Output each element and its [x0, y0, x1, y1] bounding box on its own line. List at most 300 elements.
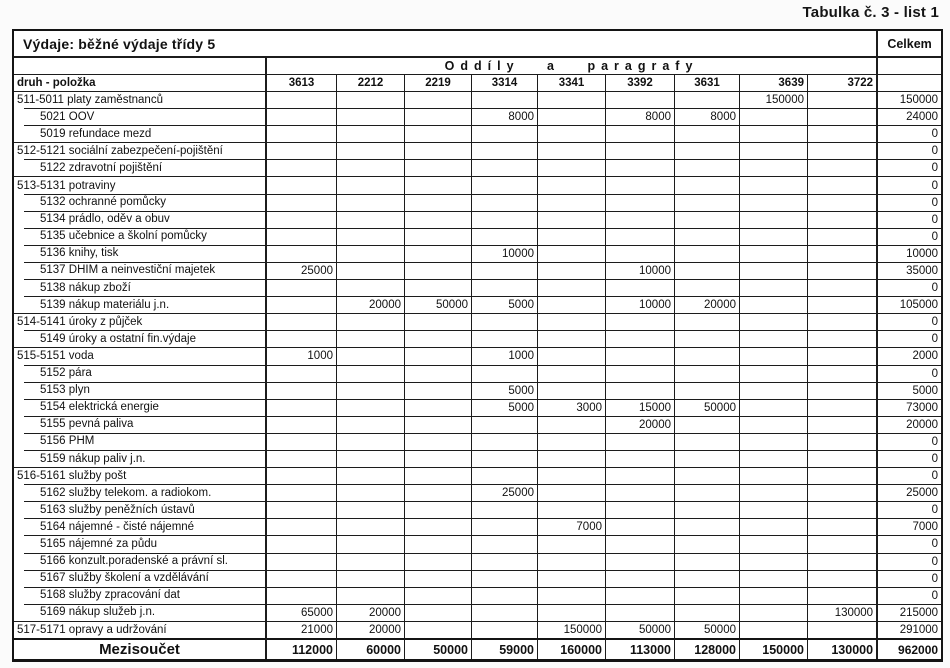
- value-cell: [808, 176, 878, 193]
- total-cell: 0: [878, 313, 941, 330]
- value-cell: [675, 416, 740, 433]
- value-cell: [267, 176, 337, 193]
- table-row: [14, 176, 941, 193]
- row-label-cell: 5167 služby školení a vzdělávání: [14, 570, 267, 587]
- value-cell: [675, 518, 740, 535]
- total-cell: 0: [878, 194, 941, 211]
- value-cell: [405, 125, 472, 142]
- value-cell: [405, 159, 472, 176]
- column-header: 3613: [267, 74, 337, 91]
- value-cell: [538, 296, 606, 313]
- value-cell: [472, 416, 538, 433]
- value-cell: [606, 176, 675, 193]
- row-label-cell: 5152 pára: [14, 365, 267, 382]
- value-cell: 5000: [472, 399, 538, 416]
- column-header: 2212: [337, 74, 405, 91]
- value-cell: [675, 245, 740, 262]
- value-cell: [337, 330, 405, 347]
- value-cell: [740, 518, 808, 535]
- value-cell: [740, 125, 808, 142]
- value-cell: [405, 211, 472, 228]
- value-cell: 150000: [538, 621, 606, 638]
- value-cell: [538, 416, 606, 433]
- value-cell: 50000: [675, 399, 740, 416]
- total-cell: 0: [878, 365, 941, 382]
- table-row: [14, 621, 941, 638]
- value-cell: [675, 91, 740, 108]
- value-cell: [472, 433, 538, 450]
- row-label-cell: 514-5141 úroky z půjček: [14, 313, 267, 330]
- value-cell: [740, 228, 808, 245]
- value-cell: [740, 570, 808, 587]
- total-cell: 0: [878, 433, 941, 450]
- value-cell: [267, 553, 337, 570]
- value-cell: 21000: [267, 621, 337, 638]
- row-label-cell: 513-5131 potraviny: [14, 176, 267, 193]
- row-label-cell: 5154 elektrická energie: [14, 399, 267, 416]
- value-cell: [267, 416, 337, 433]
- value-cell: [472, 211, 538, 228]
- value-cell: [337, 159, 405, 176]
- value-cell: [472, 570, 538, 587]
- value-cell: [337, 211, 405, 228]
- value-cell: [538, 365, 606, 382]
- value-cell: [740, 262, 808, 279]
- column-header: 2219: [405, 74, 472, 91]
- value-cell: [405, 245, 472, 262]
- value-cell: 130000: [808, 604, 878, 621]
- value-cell: [538, 501, 606, 518]
- value-cell: [267, 279, 337, 296]
- value-cell: [808, 91, 878, 108]
- column-header: 3314: [472, 74, 538, 91]
- value-cell: 150000: [740, 91, 808, 108]
- row-label-cell: 5159 nákup paliv j.n.: [14, 450, 267, 467]
- value-cell: [740, 467, 808, 484]
- value-cell: [337, 262, 405, 279]
- value-cell: [808, 553, 878, 570]
- value-cell: [740, 245, 808, 262]
- value-cell: 5000: [472, 296, 538, 313]
- value-cell: [267, 296, 337, 313]
- value-cell: [606, 570, 675, 587]
- table-row: [14, 330, 941, 347]
- value-cell: [538, 194, 606, 211]
- value-cell: [740, 587, 808, 604]
- value-cell: [740, 313, 808, 330]
- value-cell: [808, 262, 878, 279]
- value-cell: [337, 91, 405, 108]
- value-cell: [267, 467, 337, 484]
- value-cell: [675, 211, 740, 228]
- value-cell: [740, 159, 808, 176]
- value-cell: [675, 159, 740, 176]
- value-cell: [808, 399, 878, 416]
- value-cell: [675, 382, 740, 399]
- value-cell: [808, 433, 878, 450]
- row-label-cell: 5021 OOV: [14, 108, 267, 125]
- budget-table: [12, 29, 943, 662]
- value-cell: [472, 330, 538, 347]
- value-cell: 25000: [267, 262, 337, 279]
- value-cell: [808, 467, 878, 484]
- value-cell: [606, 518, 675, 535]
- table-row: [14, 296, 941, 313]
- value-cell: [405, 399, 472, 416]
- value-cell: 20000: [606, 416, 675, 433]
- table-row: [14, 245, 941, 262]
- value-cell: [472, 621, 538, 638]
- value-cell: [337, 570, 405, 587]
- value-cell: [808, 330, 878, 347]
- value-cell: [538, 587, 606, 604]
- value-cell: [808, 211, 878, 228]
- value-cell: [337, 228, 405, 245]
- value-cell: [405, 330, 472, 347]
- value-cell: [337, 416, 405, 433]
- title-row: [14, 31, 941, 56]
- value-cell: [675, 501, 740, 518]
- value-cell: [808, 501, 878, 518]
- value-cell: [267, 142, 337, 159]
- value-cell: [267, 313, 337, 330]
- table-row: [14, 365, 941, 382]
- value-cell: [405, 518, 472, 535]
- empty-cell: [878, 56, 941, 74]
- value-cell: [808, 587, 878, 604]
- value-cell: [267, 211, 337, 228]
- column-header: 3722: [808, 74, 878, 91]
- value-cell: [405, 570, 472, 587]
- value-cell: [740, 296, 808, 313]
- total-cell: 215000: [878, 604, 941, 621]
- table-row: [14, 347, 941, 364]
- total-cell: 0: [878, 330, 941, 347]
- value-cell: [740, 176, 808, 193]
- value-cell: [405, 279, 472, 296]
- value-cell: 25000: [472, 484, 538, 501]
- row-label-cell: 5019 refundace mezd: [14, 125, 267, 142]
- value-cell: [472, 176, 538, 193]
- value-cell: [472, 587, 538, 604]
- subtotal-value-cell: 128000: [675, 638, 740, 659]
- total-cell: 105000: [878, 296, 941, 313]
- value-cell: [337, 501, 405, 518]
- table-row: [14, 501, 941, 518]
- value-cell: 20000: [337, 621, 405, 638]
- value-cell: [675, 535, 740, 552]
- value-cell: 7000: [538, 518, 606, 535]
- value-cell: [538, 313, 606, 330]
- table-row: [14, 433, 941, 450]
- value-cell: [405, 621, 472, 638]
- value-cell: [472, 142, 538, 159]
- total-cell: 0: [878, 501, 941, 518]
- value-cell: [740, 382, 808, 399]
- row-label-cell: 5135 učebnice a školní pomůcky: [14, 228, 267, 245]
- value-cell: [808, 313, 878, 330]
- table-row: [14, 262, 941, 279]
- value-cell: [538, 245, 606, 262]
- value-cell: [808, 125, 878, 142]
- value-cell: [606, 159, 675, 176]
- value-cell: [675, 279, 740, 296]
- value-cell: [606, 535, 675, 552]
- value-cell: [606, 382, 675, 399]
- value-cell: [337, 347, 405, 364]
- value-cell: [675, 484, 740, 501]
- value-cell: [606, 330, 675, 347]
- value-cell: [337, 142, 405, 159]
- row-label-cell: 5164 nájemné - čisté nájemné: [14, 518, 267, 535]
- value-cell: [808, 365, 878, 382]
- value-cell: [337, 467, 405, 484]
- table-row: [14, 450, 941, 467]
- total-cell: 5000: [878, 382, 941, 399]
- value-cell: [267, 245, 337, 262]
- value-cell: [405, 91, 472, 108]
- value-cell: [405, 604, 472, 621]
- value-cell: [267, 330, 337, 347]
- table-row: [14, 535, 941, 552]
- value-cell: [267, 570, 337, 587]
- value-cell: 10000: [606, 262, 675, 279]
- value-cell: [472, 125, 538, 142]
- value-cell: 10000: [472, 245, 538, 262]
- total-column-header: Celkem: [887, 36, 932, 51]
- row-label-cell: 5137 DHIM a neinvestiční majetek: [14, 262, 267, 279]
- value-cell: [267, 159, 337, 176]
- value-cell: [472, 553, 538, 570]
- value-cell: [606, 553, 675, 570]
- value-cell: [538, 484, 606, 501]
- value-cell: [337, 535, 405, 552]
- column-header-row: [14, 74, 941, 91]
- value-cell: [405, 484, 472, 501]
- value-cell: [808, 296, 878, 313]
- value-cell: [740, 553, 808, 570]
- table-row: [14, 484, 941, 501]
- value-cell: [538, 108, 606, 125]
- value-cell: [405, 587, 472, 604]
- table-row: [14, 382, 941, 399]
- table-row: [14, 570, 941, 587]
- row-label-cell: 5139 nákup materiálu j.n.: [14, 296, 267, 313]
- value-cell: [337, 279, 405, 296]
- value-cell: [267, 382, 337, 399]
- subtotal-label: Mezisoučet: [14, 638, 267, 659]
- row-header: druh - položka: [14, 74, 267, 91]
- row-label-cell: 512-5121 sociální zabezpečení-pojištění: [14, 142, 267, 159]
- value-cell: 50000: [675, 621, 740, 638]
- value-cell: 20000: [337, 604, 405, 621]
- column-header: 3392: [606, 74, 675, 91]
- value-cell: [267, 535, 337, 552]
- value-cell: [267, 194, 337, 211]
- value-cell: 5000: [472, 382, 538, 399]
- value-cell: [337, 176, 405, 193]
- subtotal-total-cell: 962000: [878, 638, 941, 659]
- value-cell: [405, 553, 472, 570]
- total-cell: 0: [878, 125, 941, 142]
- value-cell: [675, 347, 740, 364]
- subtotal-value-cell: 113000: [606, 638, 675, 659]
- row-label-cell: 5165 nájemné za půdu: [14, 535, 267, 552]
- value-cell: [538, 211, 606, 228]
- total-cell: 2000: [878, 347, 941, 364]
- value-cell: [740, 501, 808, 518]
- value-cell: [740, 211, 808, 228]
- value-cell: [337, 484, 405, 501]
- row-label-cell: 5122 zdravotní pojištění: [14, 159, 267, 176]
- table-row: [14, 587, 941, 604]
- value-cell: [538, 330, 606, 347]
- value-cell: 1000: [267, 347, 337, 364]
- value-cell: [808, 570, 878, 587]
- value-cell: [405, 433, 472, 450]
- sheet-corner-label: Tabulka č. 3 - list 1: [802, 4, 939, 21]
- row-label-cell: 5163 služby peněžních ústavů: [14, 501, 267, 518]
- value-cell: [538, 262, 606, 279]
- column-header: 3639: [740, 74, 808, 91]
- subtotal-row: [14, 638, 941, 659]
- value-cell: [538, 433, 606, 450]
- total-cell: 0: [878, 467, 941, 484]
- value-cell: [740, 194, 808, 211]
- value-cell: [337, 313, 405, 330]
- value-cell: [675, 176, 740, 193]
- value-cell: [337, 553, 405, 570]
- table-row: [14, 604, 941, 621]
- value-cell: [405, 416, 472, 433]
- total-cell: 0: [878, 159, 941, 176]
- value-cell: [675, 553, 740, 570]
- value-cell: [675, 570, 740, 587]
- total-cell: 35000: [878, 262, 941, 279]
- value-cell: [606, 91, 675, 108]
- value-cell: 20000: [337, 296, 405, 313]
- value-cell: 8000: [606, 108, 675, 125]
- value-cell: [740, 330, 808, 347]
- value-cell: [267, 228, 337, 245]
- value-cell: [337, 194, 405, 211]
- value-cell: [740, 604, 808, 621]
- empty-cell: [14, 56, 267, 74]
- value-cell: [267, 91, 337, 108]
- value-cell: 50000: [405, 296, 472, 313]
- value-cell: [606, 347, 675, 364]
- value-cell: [267, 399, 337, 416]
- value-cell: [740, 399, 808, 416]
- value-cell: [675, 142, 740, 159]
- value-cell: [472, 365, 538, 382]
- table-row: [14, 279, 941, 296]
- value-cell: [538, 382, 606, 399]
- value-cell: [808, 194, 878, 211]
- value-cell: [538, 553, 606, 570]
- value-cell: [606, 450, 675, 467]
- value-cell: [675, 125, 740, 142]
- value-cell: [472, 91, 538, 108]
- value-cell: [405, 347, 472, 364]
- total-cell: 291000: [878, 621, 941, 638]
- value-cell: 20000: [675, 296, 740, 313]
- value-cell: [740, 450, 808, 467]
- value-cell: [675, 450, 740, 467]
- value-cell: [337, 125, 405, 142]
- value-cell: [472, 279, 538, 296]
- value-cell: [740, 365, 808, 382]
- total-cell: 0: [878, 570, 941, 587]
- value-cell: [606, 501, 675, 518]
- total-cell: 0: [878, 228, 941, 245]
- value-cell: [675, 433, 740, 450]
- subtotal-value-cell: 59000: [472, 638, 538, 659]
- value-cell: [538, 142, 606, 159]
- value-cell: [808, 245, 878, 262]
- row-label-cell: 5168 služby zpracování dat: [14, 587, 267, 604]
- value-cell: [337, 399, 405, 416]
- row-label-cell: 516-5161 služby pošt: [14, 467, 267, 484]
- value-cell: [405, 108, 472, 125]
- value-cell: [808, 518, 878, 535]
- value-cell: [808, 416, 878, 433]
- value-cell: [472, 604, 538, 621]
- row-label-cell: 5156 PHM: [14, 433, 267, 450]
- group-header: Oddíly a paragrafy: [267, 56, 878, 74]
- value-cell: [472, 535, 538, 552]
- value-cell: [472, 450, 538, 467]
- row-label-cell: 5166 konzult.poradenské a právní sl.: [14, 553, 267, 570]
- table-row: [14, 194, 941, 211]
- total-cell: 0: [878, 587, 941, 604]
- value-cell: [405, 194, 472, 211]
- value-cell: [405, 450, 472, 467]
- value-cell: 65000: [267, 604, 337, 621]
- value-cell: [538, 467, 606, 484]
- value-cell: [405, 467, 472, 484]
- value-cell: [538, 176, 606, 193]
- total-cell: 25000: [878, 484, 941, 501]
- value-cell: [405, 535, 472, 552]
- subtotal-value-cell: 112000: [267, 638, 337, 659]
- value-cell: [337, 365, 405, 382]
- value-cell: [675, 330, 740, 347]
- value-cell: [606, 484, 675, 501]
- table-row: [14, 518, 941, 535]
- value-cell: [472, 194, 538, 211]
- value-cell: [267, 501, 337, 518]
- value-cell: [405, 228, 472, 245]
- table-row: [14, 125, 941, 142]
- row-label-cell: 511-5011 platy zaměstnanců: [14, 91, 267, 108]
- table-row: [14, 142, 941, 159]
- value-cell: [606, 211, 675, 228]
- value-cell: [405, 262, 472, 279]
- row-label-cell: 5153 plyn: [14, 382, 267, 399]
- value-cell: [808, 142, 878, 159]
- value-cell: 15000: [606, 399, 675, 416]
- table-title: Výdaje: běžné výdaje třídy 5: [14, 31, 878, 56]
- row-label-cell: 5155 pevná paliva: [14, 416, 267, 433]
- value-cell: [472, 467, 538, 484]
- value-cell: [538, 91, 606, 108]
- table-row: [14, 211, 941, 228]
- column-header: 3631: [675, 74, 740, 91]
- row-label-cell: 5134 prádlo, oděv a obuv: [14, 211, 267, 228]
- value-cell: [606, 365, 675, 382]
- row-label-cell: 5169 nákup služeb j.n.: [14, 604, 267, 621]
